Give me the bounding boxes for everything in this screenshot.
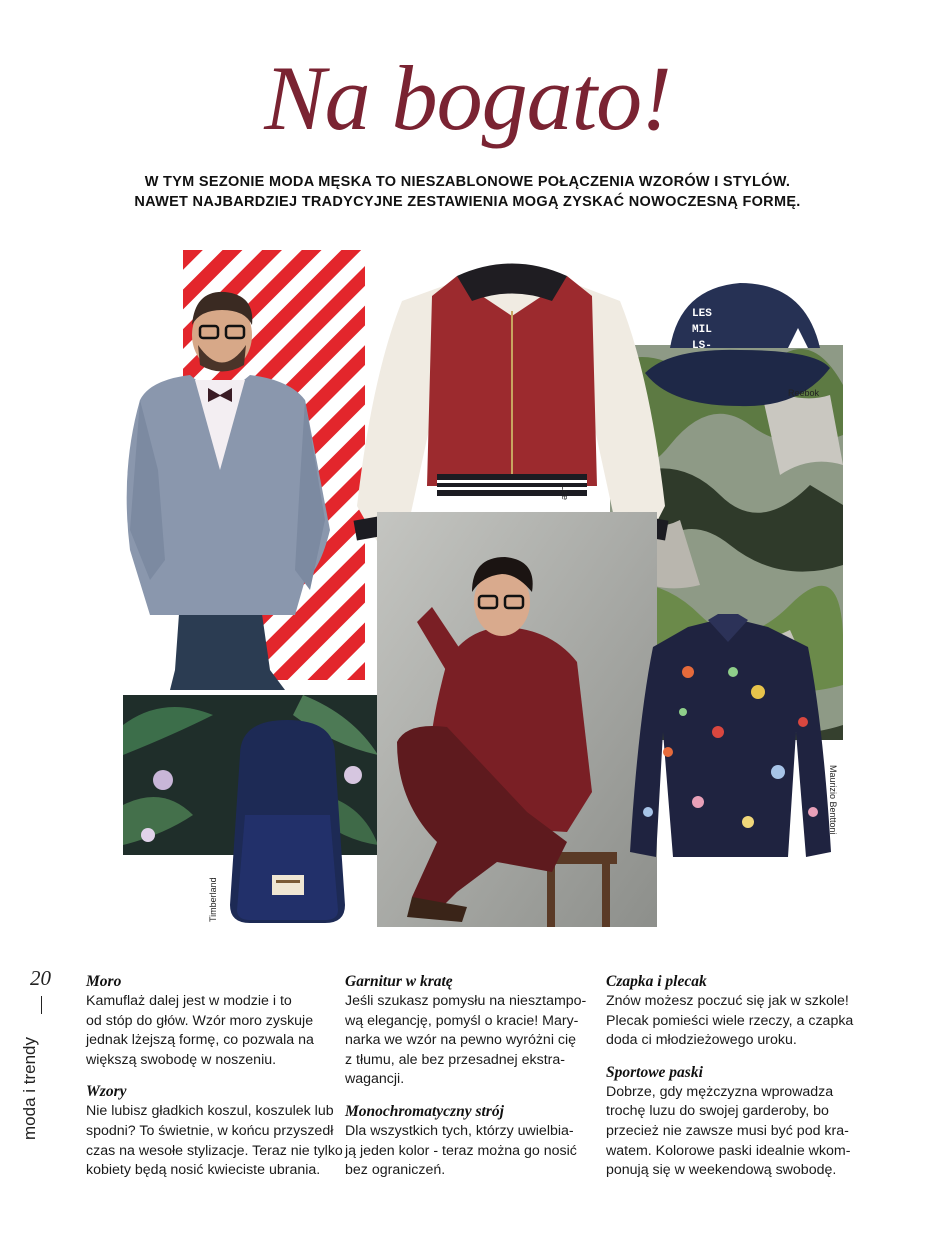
credit-timberland: Timberland xyxy=(208,877,218,922)
text-line: bez ograniczeń. xyxy=(345,1162,446,1179)
text-line: trochę luzu do swojej garderoby, bo xyxy=(606,1103,829,1120)
heading-monochromatyczny: Monochromatyczny strój xyxy=(345,1102,504,1120)
text-line: Nie lubisz gładkich koszul, koszulek lub xyxy=(86,1103,334,1120)
heading-wzory: Wzory xyxy=(86,1083,127,1101)
paragraph-sportowe xyxy=(606,1083,851,1181)
text-line: ją jeden kolor - teraz można go nosić xyxy=(345,1142,577,1159)
paragraph-wzory xyxy=(86,1102,343,1180)
text-line: Jeśli szukasz pomysłu na niesztampo- xyxy=(345,993,587,1009)
heading-moro: Moro xyxy=(86,973,122,990)
text-line: Znów możesz poczuć się jak w szkole! xyxy=(606,993,849,1009)
text-line: wą elegancję, pomyśl o kracie! Mary- xyxy=(345,1012,579,1029)
lead-line: W TYM SEZONIE MODA MĘSKA TO NIESZABLONOWE POŁĄCZENIA WZORÓW I STYLÓW. xyxy=(144,174,791,190)
text-line: wagancji. xyxy=(345,1071,405,1088)
bomber-jacket-photo xyxy=(352,256,670,546)
cap-print: MIL xyxy=(692,324,712,336)
page-title: Na bogato! xyxy=(264,47,671,149)
text-line: watem. Kolorowe paski idealnie wkom- xyxy=(606,1142,851,1159)
cap-print: LES xyxy=(692,308,712,320)
text-line: większą swobodę w noszeniu. xyxy=(86,1051,277,1068)
section-label: moda i trendy xyxy=(20,1037,39,1140)
paragraph-moro xyxy=(86,992,331,1070)
page-number: 20 xyxy=(30,966,51,990)
text-line: narka we wzór na pewno wyróżni cię xyxy=(345,1032,577,1049)
text-line: kobiety będą nosić kwieciste ubrania. xyxy=(86,1162,321,1179)
text-line: Plecak pomieści wiele rzeczy, a czapka xyxy=(606,1012,854,1029)
text-line: Kamuflaż dalej jest w modzie i to xyxy=(86,993,292,1009)
text-line: ponują się w weekendową swobodę. xyxy=(606,1162,837,1179)
text-line: od stóp do głów. Wzór moro zyskuje xyxy=(86,1012,314,1029)
lead-paragraph xyxy=(0,172,935,212)
text-line: Dla wszystkich tych, którzy uwielbia- xyxy=(345,1122,574,1139)
credit-maurizio-benttoni: Maurizio Benttoni xyxy=(828,765,838,835)
floral-shirt-photo xyxy=(628,612,833,862)
text-line: jednak lżejszą formę, co pozwala na xyxy=(86,1032,314,1049)
text-column-1 xyxy=(86,972,343,1193)
man-in-checked-blazer-photo xyxy=(110,270,335,690)
section-divider xyxy=(41,996,42,1014)
credit-reebok: Reebok xyxy=(788,388,820,398)
backpack-photo xyxy=(220,715,355,927)
paragraph-czapka xyxy=(606,992,854,1051)
credit-lee: Lee xyxy=(560,485,570,501)
text-line: Dobrze, gdy mężczyzna wprowadza xyxy=(606,1083,834,1100)
text-line: doda ci młodzieżowego uroku. xyxy=(606,1032,797,1049)
text-column-3 xyxy=(606,972,854,1193)
heading-czapka: Czapka i plecak xyxy=(606,973,707,990)
lead-line: NAWET NAJBARDZIEJ TRADYCYJNE ZESTAWIENIA MOGĄ ZYSKAĆ NOWOCZESNĄ FORMĘ. xyxy=(134,194,801,210)
cap-print: LS- xyxy=(692,340,712,352)
heading-sportowe: Sportowe paski xyxy=(606,1063,703,1081)
paragraph-garnitur xyxy=(345,992,590,1090)
text-line: przecież nie zawsze musi być pod kra- xyxy=(606,1122,849,1139)
text-line: czas na wesołe stylizacje. Teraz nie tylko xyxy=(86,1142,343,1159)
text-line: z tłumu, ale bez przesadnej ekstra- xyxy=(345,1051,566,1068)
text-column-2 xyxy=(345,972,590,1193)
text-line: spodni? To świetnie, w końcu przyszedł xyxy=(86,1122,334,1139)
heading-garnitur: Garnitur w kratę xyxy=(345,973,453,990)
paragraph-monochromatyczny xyxy=(345,1122,590,1181)
man-in-burgundy-outfit-photo xyxy=(377,512,657,927)
